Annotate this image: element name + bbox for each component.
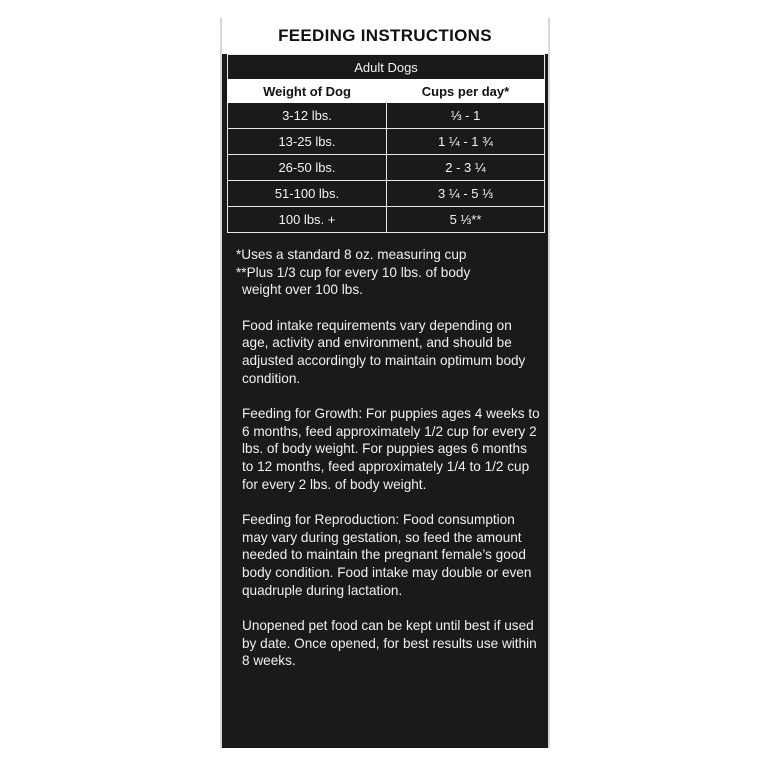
footnote-extra-cup: **Plus 1/3 cup for every 10 lbs. of body — [236, 264, 471, 280]
weight-cell: 3-12 lbs. — [228, 103, 387, 129]
instructions-text — [236, 246, 541, 670]
footnote-measuring-cup: *Uses a standard 8 oz. measuring cup — [236, 247, 467, 262]
table-row — [228, 155, 545, 181]
column-header-cups: Cups per day* — [387, 80, 545, 103]
footnote-extra-cup-continued: weight over 100 lbs. — [242, 282, 363, 298]
weight-cell: 26-50 lbs. — [228, 155, 387, 181]
panel-edge-right — [548, 18, 550, 748]
column-header-weight: Weight of Dog — [228, 80, 387, 103]
table-row — [228, 207, 545, 233]
paragraph-reproduction: Feeding for Reproduction: Food consumption may vary during gestation, so feed the amount needed to maintain the pregnant female’s good body condition. Food intake may double or even quadruple during lactation. — [242, 512, 532, 598]
table-header-row — [228, 80, 545, 103]
paragraph-storage: Unopened pet food can be kept until best if used by date. Once opened, for best results use within 8 weeks. — [242, 618, 537, 669]
paragraph-growth: Feeding for Growth: For puppies ages 4 weeks to 6 months, feed approximately 1/2 cup for every 2 lbs. of body weight. For puppies ages 6 months to 12 months, feed approximately 1/4 to 1/2 cup for every 2 lbs. of body weight. — [242, 406, 540, 492]
panel-title: FEEDING INSTRUCTIONS — [222, 18, 548, 54]
table-row — [228, 103, 545, 129]
cups-cell: ⅓ - 1 — [387, 103, 545, 129]
feeding-table — [227, 54, 545, 233]
weight-cell: 13-25 lbs. — [228, 129, 387, 155]
table-caption-row — [228, 55, 545, 80]
table-row — [228, 181, 545, 207]
table-row — [228, 129, 545, 155]
weight-cell: 51-100 lbs. — [228, 181, 387, 207]
cups-cell: 3 ¼ - 5 ⅓ — [387, 181, 545, 207]
weight-cell: 100 lbs. + — [228, 207, 387, 233]
feeding-instructions-panel — [222, 18, 548, 748]
cups-cell: 5 ⅓** — [387, 207, 545, 233]
cups-cell: 1 ¼ - 1 ¾ — [387, 129, 545, 155]
cups-cell: 2 - 3 ¼ — [387, 155, 545, 181]
table-caption: Adult Dogs — [228, 55, 545, 80]
paragraph-intake: Food intake requirements vary depending on age, activity and environment, and should be adjusted accordingly to maintain optimum body condition. — [242, 317, 526, 386]
